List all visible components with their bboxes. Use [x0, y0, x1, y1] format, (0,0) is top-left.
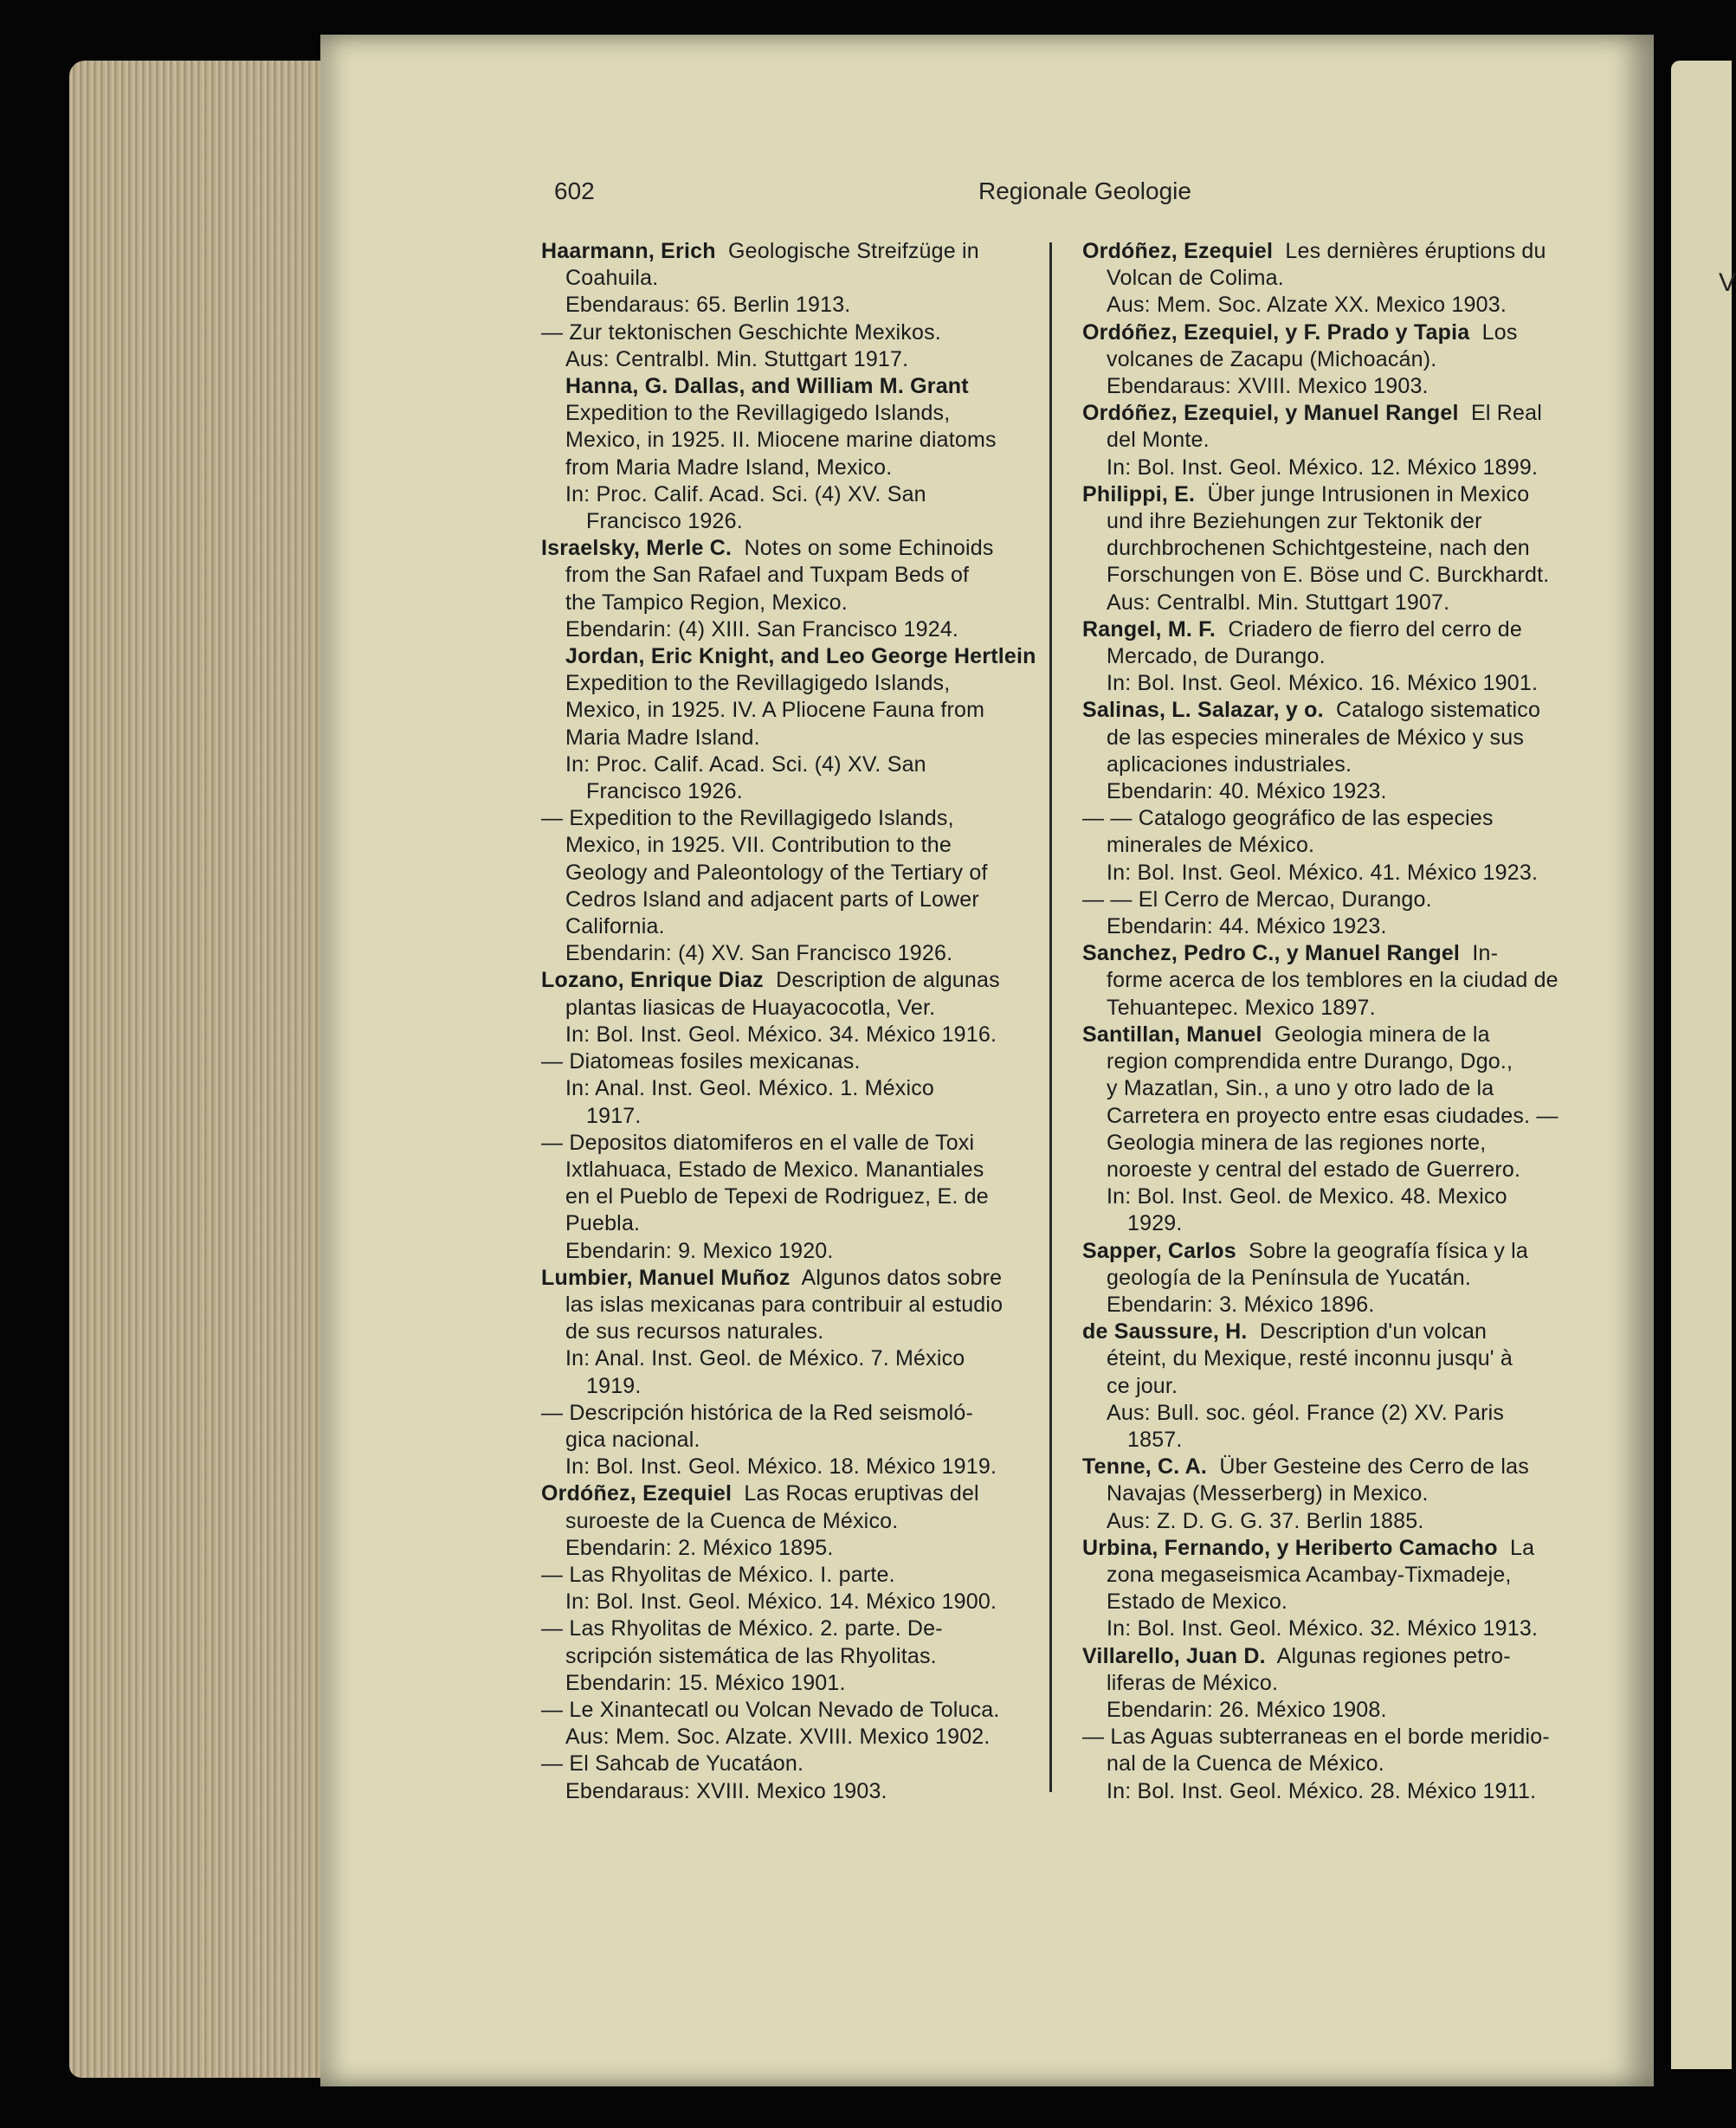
bibliography-entry	[1082, 940, 1593, 1022]
entry-line: In: Proc. Calif. Acad. Sci. (4) XV. San	[565, 751, 926, 777]
entry-line: las islas mexicanas para contribuir al estudio	[565, 1292, 1004, 1317]
entry-line	[541, 967, 1035, 994]
entry-line: Ebendarin: 26. México 1908.	[1107, 1697, 1387, 1722]
bibliography-entry	[1082, 1022, 1593, 1238]
entry-line: Carretera en proyecto entre esas ciudades. —	[1107, 1103, 1559, 1128]
entry-author: Urbina, Fernando, y Heriberto Camacho	[1082, 1535, 1498, 1560]
page-number: 602	[554, 177, 595, 204]
entry-title-text: Geologia minera de la	[1274, 1022, 1490, 1047]
entry-line: — Las Rhyolitas de México. 2. parte. De-	[541, 1616, 943, 1641]
bibliography-entry	[541, 1265, 1035, 1481]
entry-line: Ebendarin: 44. México 1923.	[1107, 914, 1387, 939]
entry-line: suroeste de la Cuenca de México.	[565, 1508, 899, 1533]
entry-line: scripción sistemática de las Rhyolitas.	[565, 1643, 937, 1668]
entry-author: Tenne, C. A.	[1082, 1454, 1208, 1480]
entry-line: Expedition to the Revillagigedo Islands,	[565, 401, 951, 426]
entry-line: Aus: Bull. soc. géol. France (2) XV. Paris	[1107, 1400, 1505, 1425]
entry-line: plantas liasicas de Huayacocotla, Ver.	[565, 995, 936, 1020]
entry-title-text: Über Gesteine des Cerro de las	[1219, 1454, 1529, 1480]
facing-page-letter: V	[1719, 268, 1736, 297]
entry-line: nal de la Cuenca de México.	[1107, 1751, 1384, 1777]
entry-line: In: Bol. Inst. Geol. México. 14. México 1900.	[565, 1590, 997, 1615]
entry-author: Lozano, Enrique Diaz	[541, 968, 764, 993]
entry-line: California.	[565, 914, 665, 939]
entry-line: geología de la Península de Yucatán.	[1107, 1265, 1471, 1290]
entry-line: Ebendarin: (4) XIII. San Francisco 1924.	[565, 616, 959, 642]
entry-line: In: Bol. Inst. Geol. México. 34. México 1916.	[565, 1022, 997, 1047]
entry-line: Aus: Centralbl. Min. Stuttgart 1907.	[1107, 590, 1450, 615]
entry-title-text: Les dernières éruptions du	[1285, 239, 1546, 263]
entry-title-text: Las Rocas eruptivas del	[744, 1481, 979, 1506]
entry-line: 1919.	[586, 1373, 642, 1398]
entry-line: aplicaciones industriales.	[1107, 751, 1352, 777]
entry-author: Sapper, Carlos	[1082, 1238, 1236, 1263]
entry-line: Aus: Mem. Soc. Alzate. XVIII. Mexico 1902.	[565, 1725, 991, 1750]
entry-line: Ixtlahuaca, Estado de Mexico. Manantiales	[565, 1157, 984, 1182]
entry-title-text: Geologische Streifzüge in	[727, 239, 979, 263]
entry-title-text: Catalogo sistematico	[1336, 698, 1541, 723]
entry-line: Ebendarin: (4) XV. San Francisco 1926.	[565, 941, 953, 966]
entry-line: — Descripción histórica de la Red seismoló-	[541, 1400, 974, 1425]
entry-line: y Mazatlan, Sin., a uno y otro lado de la	[1107, 1076, 1494, 1101]
entry-line: In: Anal. Inst. Geol. México. 1. México	[565, 1076, 935, 1101]
facing-page-edge	[1671, 61, 1732, 2069]
entry-line: Mexico, in 1925. VII. Contribution to the	[565, 833, 952, 858]
entry-line: und ihre Beziehungen zur Tektonik der	[1107, 509, 1482, 534]
entry-title-text: Sobre la geografía física y la	[1249, 1238, 1529, 1263]
left-column	[541, 238, 1035, 1805]
entry-line: from the San Rafael and Tuxpam Beds of	[565, 563, 970, 588]
entry-line: Puebla.	[565, 1211, 641, 1236]
bibliography-entry	[541, 535, 1035, 643]
entry-line: durchbrochenen Schichtgesteine, nach den	[1107, 536, 1530, 561]
entry-author: Villarello, Juan D.	[1082, 1643, 1266, 1668]
entry-line: Ebendarin: 9. Mexico 1920.	[565, 1238, 834, 1263]
entry-line	[541, 643, 1035, 670]
entry-title-text: El Real	[1470, 401, 1542, 426]
entry-author: Santillan, Manuel	[1082, 1022, 1262, 1047]
entry-line: ce jour.	[1107, 1373, 1178, 1398]
bibliography-entry	[1082, 481, 1593, 616]
entry-line: Ebendaraus: XVIII. Mexico 1903.	[1107, 374, 1429, 399]
entry-line	[541, 1480, 1035, 1507]
entry-line	[1082, 697, 1593, 724]
bibliography-entry	[1082, 1643, 1593, 1805]
entry-line: — Zur tektonischen Geschichte Mexikos.	[541, 319, 941, 345]
entry-author: Rangel, M. F.	[1082, 616, 1216, 642]
entry-line	[1082, 1022, 1593, 1048]
entry-line: In: Anal. Inst. Geol. de México. 7. México	[565, 1346, 965, 1371]
entry-author: Philippi, E.	[1082, 481, 1196, 506]
bibliography-entry	[1082, 1454, 1593, 1535]
entry-line: — Las Rhyolitas de México. I. parte.	[541, 1562, 895, 1587]
entry-author: Ordóñez, Ezequiel, y F. Prado y Tapia	[1082, 319, 1470, 345]
entry-line: In: Bol. Inst. Geol. México. 18. México 1919.	[565, 1454, 997, 1480]
entry-line: the Tampico Region, Mexico.	[565, 590, 848, 615]
entry-line: In: Bol. Inst. Geol. México. 41. México 1923.	[1107, 860, 1539, 885]
entry-title-text: In-	[1472, 941, 1499, 966]
entry-line: de las especies minerales de México y sus	[1107, 725, 1525, 750]
entry-line	[1082, 940, 1593, 967]
entry-line: en el Pueblo de Tepexi de Rodriguez, E. de	[565, 1184, 989, 1209]
entry-title-text: Los	[1481, 319, 1518, 345]
bibliography-entry	[541, 238, 1035, 373]
entry-line: Mexico, in 1925. IV. A Pliocene Fauna from	[565, 698, 985, 723]
entry-line: In: Proc. Calif. Acad. Sci. (4) XV. San	[565, 481, 926, 506]
entry-line: In: Bol. Inst. Geol. México. 16. México 1901.	[1107, 671, 1539, 696]
entry-line: minerales de México.	[1107, 833, 1315, 858]
entry-line: — El Sahcab de Yucatáon.	[541, 1751, 804, 1777]
entry-line: Navajas (Messerberg) in Mexico.	[1107, 1481, 1429, 1506]
entry-title-text: La	[1510, 1535, 1535, 1560]
entry-line	[1082, 400, 1593, 427]
entry-author: Ordóñez, Ezequiel	[1082, 239, 1274, 263]
bibliography-entry	[1082, 616, 1593, 698]
entry-author: Jordan, Eric Knight, and Leo George Hertlein	[565, 644, 1036, 669]
entry-line	[1082, 238, 1593, 265]
entry-line: Francisco 1926.	[586, 779, 743, 804]
entry-line	[1082, 481, 1593, 508]
entry-line: Ebendarin: 2. México 1895.	[565, 1535, 834, 1560]
entry-line	[541, 1265, 1035, 1292]
entry-line	[1082, 1319, 1593, 1345]
entry-line: zona megaseismica Acambay-Tixmadeje,	[1107, 1562, 1512, 1587]
entry-line: In: Bol. Inst. Geol. México. 32. México 1913.	[1107, 1616, 1539, 1641]
entry-line: from Maria Madre Island, Mexico.	[565, 455, 893, 480]
bibliography-entry	[1082, 1238, 1593, 1319]
page-header	[554, 177, 1489, 212]
entry-title-text: Algunos datos sobre	[801, 1265, 1003, 1290]
entry-title-text: Über junge Intrusionen in Mexico	[1207, 481, 1530, 506]
entry-line: — — Catalogo geográfico de las especies	[1082, 806, 1494, 831]
entry-line: Ebendarin: 40. México 1923.	[1107, 779, 1387, 804]
entry-line: Expedition to the Revillagigedo Islands,	[565, 671, 951, 696]
entry-line: In: Bol. Inst. Geol. México. 28. México 1911.	[1107, 1778, 1537, 1803]
entry-line	[1082, 1535, 1593, 1562]
entry-line: de sus recursos naturales.	[565, 1319, 824, 1345]
entry-author: Hanna, G. Dallas, and William M. Grant	[565, 374, 969, 399]
bibliography-entry	[541, 1480, 1035, 1804]
entry-line: Forschungen von E. Böse und C. Burckhardt.	[1107, 563, 1550, 588]
entry-line	[541, 238, 1035, 265]
entry-author: Salinas, L. Salazar, y o.	[1082, 698, 1324, 723]
entry-line: region comprendida entre Durango, Dgo.,	[1107, 1049, 1513, 1074]
entry-line	[1082, 1454, 1593, 1480]
column-divider	[1049, 242, 1052, 1792]
entry-line: 1857.	[1127, 1427, 1183, 1452]
entry-line: Aus: Z. D. G. G. 37. Berlin 1885.	[1107, 1508, 1424, 1533]
bibliography-entry	[1082, 319, 1593, 401]
entry-line: Ebendarin: 15. México 1901.	[565, 1670, 846, 1695]
bibliography-entry	[541, 967, 1035, 1264]
entry-line: Geologia minera de las regiones norte,	[1107, 1130, 1487, 1155]
entry-line	[541, 535, 1035, 562]
entry-line	[1082, 616, 1593, 643]
entry-line: — Diatomeas fosiles mexicanas.	[541, 1049, 861, 1074]
entry-line: Aus: Mem. Soc. Alzate XX. Mexico 1903.	[1107, 293, 1507, 318]
entry-line: Mercado, de Durango.	[1107, 644, 1326, 669]
entry-author: Haarmann, Erich	[541, 239, 716, 263]
entry-line: — — El Cerro de Mercao, Durango.	[1082, 887, 1432, 912]
entry-line: — Expedition to the Revillagigedo Islands,	[541, 806, 954, 831]
entry-line: del Monte.	[1107, 428, 1210, 453]
entry-line: Aus: Centralbl. Min. Stuttgart 1917.	[565, 346, 909, 371]
entry-author: Israelsky, Merle C.	[541, 536, 732, 561]
entry-line: Francisco 1926.	[586, 509, 743, 534]
bibliography-entry	[541, 373, 1035, 535]
entry-author: Ordóñez, Ezequiel	[541, 1481, 732, 1506]
entry-title-text: Description de algunas	[776, 968, 1000, 993]
entry-line: 1929.	[1127, 1211, 1183, 1236]
entry-line: gica nacional.	[565, 1427, 700, 1452]
entry-line: éteint, du Mexique, resté inconnu jusqu' à	[1107, 1346, 1513, 1371]
entry-line: Tehuantepec. Mexico 1897.	[1107, 995, 1376, 1020]
entry-line	[1082, 1238, 1593, 1265]
entry-line: Maria Madre Island.	[565, 725, 760, 750]
bibliography-entry	[1082, 400, 1593, 481]
entry-author: Sanchez, Pedro C., y Manuel Rangel	[1082, 941, 1461, 966]
entry-line: Estado de Mexico.	[1107, 1590, 1288, 1615]
running-title: Regionale Geologie	[978, 177, 1191, 204]
bibliography-entry	[1082, 1319, 1593, 1454]
entry-line: In: Bol. Inst. Geol. México. 12. México 1899.	[1107, 455, 1539, 480]
entry-line: noroeste y central del estado de Guerrero.	[1107, 1157, 1521, 1182]
entry-line: — Depositos diatomiferos en el valle de Toxi	[541, 1130, 975, 1155]
entry-line: In: Bol. Inst. Geol. de Mexico. 48. Mexico	[1107, 1184, 1507, 1209]
right-column	[1082, 238, 1593, 1805]
entry-line: forme acerca de los temblores en la ciudad de	[1107, 968, 1559, 993]
entry-title-text: Notes on some Echinoids	[744, 536, 994, 561]
entry-line: volcanes de Zacapu (Michoacán).	[1107, 346, 1437, 371]
entry-line: Ebendaraus: XVIII. Mexico 1903.	[565, 1778, 887, 1803]
entry-author: Ordóñez, Ezequiel, y Manuel Rangel	[1082, 401, 1459, 426]
entry-line: Mexico, in 1925. II. Miocene marine diatoms	[565, 428, 997, 453]
entry-author: de Saussure, H.	[1082, 1319, 1248, 1345]
entry-line: — Las Aguas subterraneas en el borde meridio-	[1082, 1725, 1550, 1750]
entry-author: Lumbier, Manuel Muñoz	[541, 1265, 791, 1290]
entry-title-text: Algunas regiones petro-	[1276, 1643, 1511, 1668]
bibliography-entry	[1082, 238, 1593, 319]
bibliography-entry	[1082, 1535, 1593, 1643]
entry-line: Cedros Island and adjacent parts of Lower	[565, 887, 979, 912]
book-page-edges	[69, 61, 329, 2078]
entry-line: 1917.	[586, 1103, 642, 1128]
entry-line: — Le Xinantecatl ou Volcan Nevado de Toluca.	[541, 1697, 1000, 1722]
bibliography-entry	[1082, 697, 1593, 940]
entry-line: Geology and Paleontology of the Tertiary of	[565, 860, 988, 885]
entry-line: liferas de México.	[1107, 1670, 1279, 1695]
entry-title-text: Criadero de fierro del cerro de	[1228, 616, 1523, 642]
entry-line	[1082, 1643, 1593, 1670]
entry-title-text: Description d'un volcan	[1259, 1319, 1488, 1345]
bibliography-entry	[541, 643, 1035, 967]
entry-line: Ebendarin: 3. México 1896.	[1107, 1292, 1375, 1317]
entry-line: Volcan de Colima.	[1107, 266, 1284, 291]
entry-line: Ebendaraus: 65. Berlin 1913.	[565, 293, 851, 318]
entry-line: Coahuila.	[565, 266, 659, 291]
entry-line	[1082, 319, 1593, 346]
entry-line	[541, 373, 1035, 400]
